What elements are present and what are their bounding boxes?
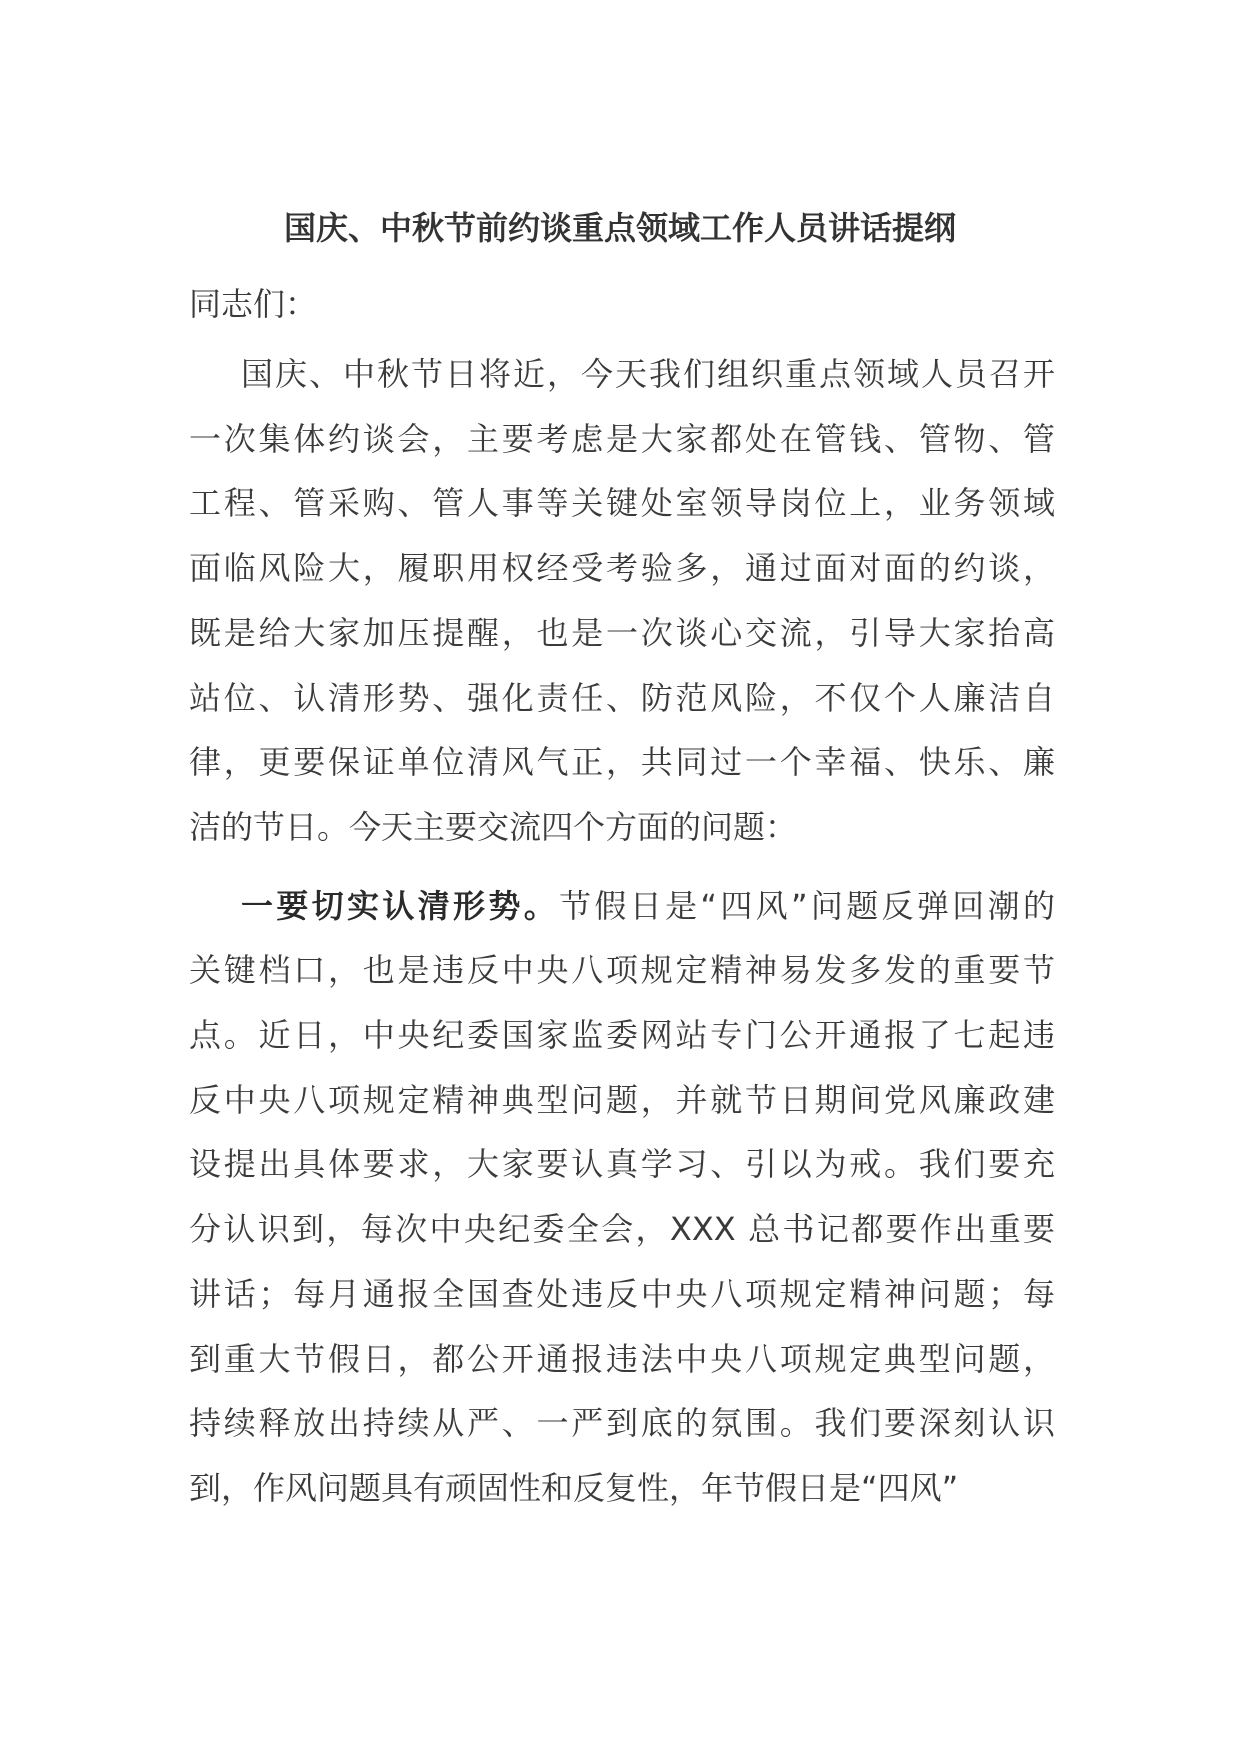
paragraph-line: 到重大节假日，都公开通报违法中央八项规定典型问题， bbox=[189, 1339, 1055, 1378]
paragraph-line: 律，更要保证单位清风气正，共同过一个幸福、快乐、廉 bbox=[189, 743, 1055, 782]
paragraph-line: 面临风险大，履职用权经受考验多，通过面对面的约谈， bbox=[189, 549, 1055, 588]
paragraph-line: 国庆、中秋节日将近，今天我们组织重点领域人员召开 bbox=[241, 355, 1055, 393]
paragraph-line: 设提出具体要求，大家要认真学习、引以为戒。我们要充 bbox=[189, 1145, 1055, 1184]
section-heading: 一要切实认清形势。 bbox=[241, 886, 560, 925]
paragraph-line: 讲话；每月通报全国查处违反中央八项规定精神问题；每 bbox=[189, 1274, 1055, 1313]
paragraph-line: 既是给大家加压提醒，也是一次谈心交流，引导大家抬高 bbox=[189, 613, 1055, 652]
paragraph-line: 点。近日，中央纪委国家监委网站专门公开通报了七起违 bbox=[189, 1016, 1055, 1055]
greeting: 同志们： bbox=[189, 285, 318, 323]
paragraph-line: 分认识到，每次中央纪委全会，XXX 总书记都要作出重要 bbox=[189, 1210, 1055, 1249]
paragraph-line: 反中央八项规定精神典型问题，并就节日期间党风廉政建 bbox=[189, 1080, 1055, 1119]
paragraph-first-line bbox=[189, 874, 1055, 939]
document-title: 国庆、中秋节前约谈重点领域工作人员讲话提纲 bbox=[283, 209, 956, 247]
paragraph-line: 一次集体约谈会，主要考虑是大家都处在管钱、管物、管 bbox=[189, 419, 1055, 458]
paragraph-line: 工程、管采购、管人事等关键处室领导岗位上，业务领域 bbox=[189, 484, 1055, 523]
paragraph-situation bbox=[189, 874, 1055, 1521]
paragraph-line-rest: 节假日是“四风”问题反弹回潮的 bbox=[559, 886, 1055, 925]
paragraph-line: 站位、认清形势、强化责任、防范风险，不仅个人廉洁自 bbox=[189, 678, 1055, 717]
paragraph-line: 到，作风问题具有顽固性和反复性，年节假日是“四风” bbox=[189, 1468, 959, 1507]
paragraph-line: 持续释放出持续从严、一严到底的氛围。我们要深刻认识 bbox=[189, 1404, 1055, 1443]
document-body bbox=[189, 272, 1055, 1535]
paragraph-line: 关键档口，也是违反中央八项规定精神易发多发的重要节 bbox=[189, 951, 1055, 990]
paragraph-intro bbox=[189, 342, 1055, 860]
paragraph-line: 洁的节日。今天主要交流四个方面的问题： bbox=[189, 807, 798, 846]
